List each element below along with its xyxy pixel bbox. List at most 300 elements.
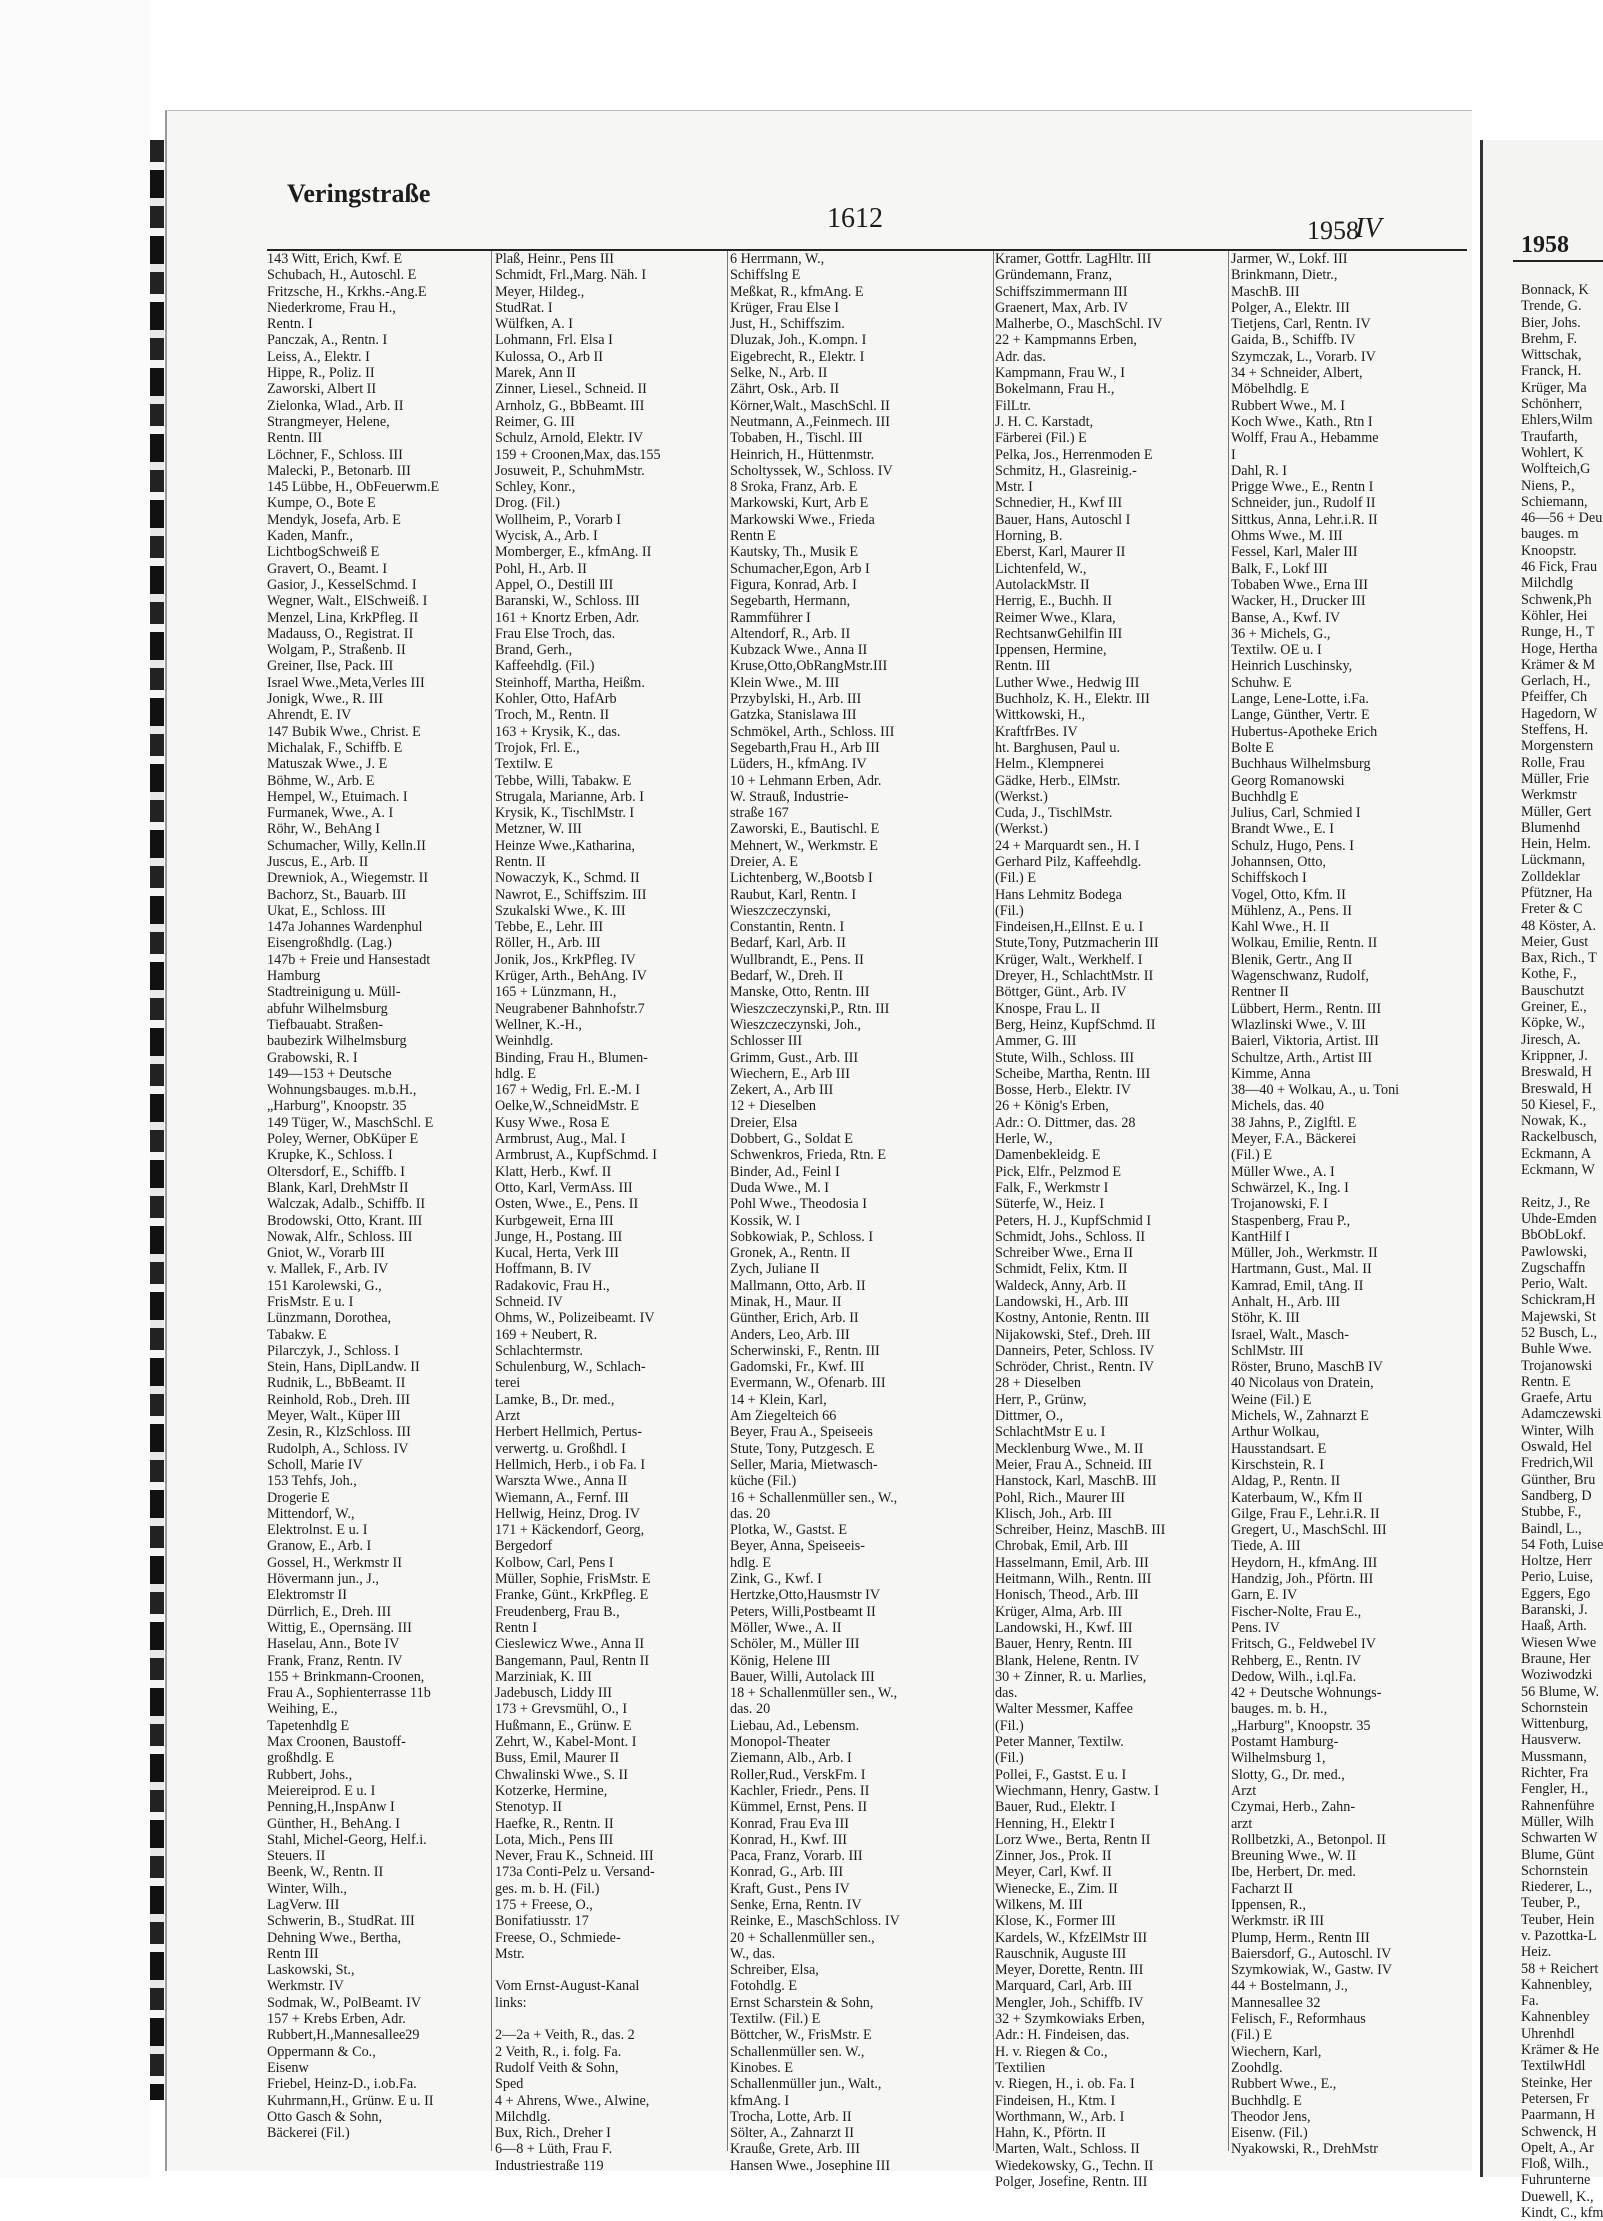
directory-entry: Stein, Hans, DiplLandw. II (267, 1359, 420, 1376)
directory-entry: Peter Manner, Textilw. (995, 1734, 1124, 1751)
directory-entry: Bangemann, Paul, Rentn II (495, 1652, 650, 1669)
directory-entry: Eisenw (267, 2059, 309, 2076)
facing-page-entry: Hoge, Hertha (1521, 640, 1598, 657)
facing-page-entry: Teuber, Hein (1521, 1911, 1595, 1928)
directory-entry: Dahl, R. I (1231, 462, 1287, 479)
directory-entry: Duda Wwe., M. I (730, 1179, 830, 1196)
facing-page-entry: Krüger, Ma (1521, 379, 1587, 396)
directory-entry: Krysik, K., TischlMstr. I (495, 805, 635, 822)
directory-entry: Wolgam, P., Straßenb. II (267, 642, 406, 659)
scan-margin (0, 0, 150, 2177)
directory-entry: Reimer Wwe., Klara, (995, 609, 1116, 626)
directory-entry: Rudolph, A., Schloss. IV (267, 1440, 409, 1457)
directory-entry: Meyer, Carl, Kwf. II (995, 1864, 1112, 1881)
directory-entry: Reimer, G. III (495, 413, 575, 430)
directory-entry: Hamburg (267, 968, 321, 985)
directory-entry: Frau A., Sophienterrasse 11b (267, 1685, 431, 1702)
facing-page-year: 1958 (1521, 232, 1569, 258)
directory-entry: Kulossa, O., Arb II (495, 348, 603, 365)
directory-entry: Lohmann, Frl. Elsa I (495, 332, 613, 349)
directory-entry: Gädke, Herb., ElMstr. (995, 772, 1121, 789)
directory-entry: FrisMstr. E u. I (267, 1294, 354, 1310)
directory-entry: Chrobak, Emil, Arb. III (995, 1538, 1129, 1555)
directory-entry: Schmökel, Arth., Schloss. III (730, 723, 895, 740)
directory-entry: Oelke,W.,SchneidMstr. E (495, 1098, 640, 1115)
directory-entry: Gilge, Frau F., Lehr.i.R. II (1231, 1505, 1380, 1522)
directory-entry: Gasior, J., KesselSchmd. I (267, 576, 417, 593)
directory-entry: Hartmann, Gust., Mal. II (1231, 1261, 1372, 1278)
directory-entry: 2—2a + Veith, R., das. 2 (495, 2027, 635, 2044)
directory-entry: Franke, Günt., KrkPfleg. E (495, 1587, 649, 1604)
directory-entry: Röster, Bruno, MaschB IV (1231, 1359, 1383, 1376)
directory-entry: Falk, F., Werkmstr I (995, 1179, 1109, 1196)
directory-entry: Wieszczeczynski,P., Rtn. III (730, 1000, 890, 1017)
facing-page-entry: Reitz, J., Re (1521, 1194, 1590, 1211)
directory-entry: Buchholz, K. H., Elektr. III (995, 691, 1150, 708)
facing-page-entry: Duewell, K., (1521, 2188, 1594, 2205)
directory-entry: Trocha, Lotte, Arb. II (730, 2108, 852, 2125)
directory-entry: Josuweit, P., SchuhmMstr. (495, 462, 645, 479)
directory-entry: Selke, N., Arb. II (730, 365, 828, 382)
book-spine (150, 140, 164, 2100)
facing-page-entry: Breswald, H (1521, 1064, 1592, 1081)
directory-entry: Heinze Wwe.,Katharina, (495, 837, 635, 854)
directory-entry: Sobkowiak, P., Schloss. I (730, 1228, 874, 1245)
directory-entry: 26 + König's Erben, (995, 1098, 1109, 1115)
facing-page-entry: Eckmann, W (1521, 1162, 1595, 1179)
directory-entry: Schwenkros, Frieda, Rtn. E (730, 1147, 887, 1164)
directory-entry: Ippensen, R., (1231, 1896, 1306, 1913)
directory-entry: Gadomski, Fr., Kwf. III (730, 1359, 865, 1376)
directory-entry: Lange, Günther, Vertr. E (1231, 707, 1370, 724)
directory-entry: 10 + Lehmann Erben, Adr. (730, 772, 882, 789)
directory-entry: Buss, Emil, Maurer II (495, 1750, 620, 1767)
directory-entry: Anders, Leo, Arb. III (730, 1326, 850, 1343)
directory-entry: Worthmann, W., Arb. I (995, 2108, 1125, 2125)
facing-page-entry: Braune, Her (1521, 1650, 1591, 1667)
facing-page-rule (1513, 260, 1603, 262)
directory-entry: Heydorn, H., kfmAng. III (1231, 1554, 1378, 1571)
directory-entry: Böttcher, W., FrisMstr. E (730, 2027, 872, 2044)
directory-entry: Rentn. I (267, 316, 313, 333)
directory-entry: Schreiber, Heinz, MaschB. III (995, 1522, 1166, 1539)
directory-entry: 161 + Knortz Erben, Adr. (495, 609, 640, 626)
facing-page-entry: Wiesen Wwe (1521, 1634, 1597, 1651)
directory-entry: Meßkat, R., kfmAng. E (730, 283, 864, 300)
directory-entry: Jadebusch, Liddy III (495, 1685, 613, 1702)
directory-entry: Kahl Wwe., H. II (1231, 919, 1330, 936)
directory-entry: 38—40 + Wolkau, A., u. Toni (1231, 1082, 1400, 1099)
directory-entry: Wilhelmsburg 1, (1231, 1750, 1326, 1767)
directory-entry: Tietjens, Carl, Rentn. IV (1231, 316, 1371, 333)
directory-entry: großhdlg. E (267, 1750, 334, 1767)
directory-page (165, 110, 1472, 2191)
directory-entry: Frau Else Troch, das. (495, 625, 616, 642)
facing-page-entry: Köpke, W., (1521, 1015, 1585, 1032)
directory-entry: Kuhrmann,H., Grünw. E u. II (267, 2092, 434, 2109)
directory-entry: Färberei (Fil.) E (995, 430, 1087, 447)
facing-page-entry: Teuber, P., (1521, 1895, 1581, 1912)
directory-entry: Wegner, Walt., ElSchweiß. I (267, 593, 428, 610)
facing-page-entry: Hagedorn, W (1521, 705, 1598, 722)
directory-entry: Sittkus, Anna, Lehr.i.R. II (1231, 511, 1378, 528)
directory-entry: Marziniak, K. III (495, 1668, 592, 1685)
facing-page-entry: Kahnenbley, (1521, 1976, 1593, 1993)
facing-page-entry: Schornstein (1521, 1862, 1588, 1879)
directory-entry: Michalak, F., Schiffb. E (267, 739, 403, 756)
directory-entry: Müller, Joh., Werkmstr. II (1231, 1245, 1378, 1262)
facing-page-entry: Rahnenführe (1521, 1797, 1595, 1814)
facing-page-entry: Pawlowski, (1521, 1243, 1587, 1260)
directory-entry: Hellwig, Heinz, Drog. IV (495, 1505, 640, 1522)
directory-entry: Pilarczyk, J., Schloss. I (267, 1342, 400, 1359)
directory-entry: Kostny, Antonie, Rentn. III (995, 1310, 1150, 1327)
facing-page-entry: Graefe, Artu (1521, 1390, 1592, 1407)
facing-page-entry: Brehm, F. (1521, 330, 1578, 347)
facing-page-entry: Nowak, K., (1521, 1113, 1587, 1130)
directory-entry: Schröder, Christ., Rentn. IV (995, 1359, 1155, 1376)
directory-entry: 171 + Käckendorf, Georg, (495, 1522, 645, 1539)
directory-entry: Schiffskoch I (1231, 870, 1307, 887)
directory-entry: Monopol-Theater (730, 1734, 831, 1751)
directory-entry: Schumacher, Willy, Kelln.II (267, 837, 426, 854)
directory-entry: Bonifatiusstr. 17 (495, 1913, 589, 1930)
directory-entry: FilLtr. (995, 397, 1031, 414)
directory-entry: Vogel, Otto, Kfm. II (1231, 886, 1346, 903)
directory-entry: Schneid. IV (495, 1294, 563, 1310)
directory-entry: Schulz, Hugo, Pens. I (1231, 837, 1354, 854)
facing-page-entry: Sandberg, D (1521, 1487, 1592, 1504)
directory-entry: Steinhoff, Martha, Heißm. (495, 674, 645, 691)
directory-entry: Grabowski, R. I (267, 1049, 358, 1066)
directory-entry: Osten, Wwe., E., Pens. II (495, 1196, 639, 1213)
directory-entry: Neugrabener Bahnhofstr.7 (495, 1000, 645, 1017)
directory-entry: AutolackMstr. II (995, 576, 1090, 593)
directory-column-5 (1231, 251, 1467, 2158)
directory-entry: H. v. Riegen & Co., (995, 2043, 1108, 2060)
directory-entry: Zoohdlg. (1231, 2059, 1283, 2076)
directory-entry: (Fil.) (995, 1717, 1024, 1734)
directory-entry: 165 + Lünzmann, H., (495, 984, 617, 1001)
directory-entry: Rentn I (495, 1619, 538, 1636)
directory-entry: Kampmann, Frau W., I (995, 365, 1126, 382)
facing-page-entry: Buhle Wwe. (1521, 1341, 1592, 1358)
facing-page-entry: Floß, Wilh., (1521, 2156, 1589, 2173)
facing-page-entry: Woziwodzki (1521, 1667, 1593, 1684)
directory-entry: 12 + Dieselben (730, 1098, 817, 1115)
directory-entry: Binding, Frau H., Blumen- (495, 1049, 648, 1066)
directory-entry: Tobaben, H., Tischl. III (730, 430, 863, 447)
directory-entry: baubezirk Wilhelmsburg (267, 1033, 407, 1050)
facing-page-entry: Pfützner, Ha (1521, 884, 1593, 901)
directory-entry: Rammführer I (730, 609, 811, 626)
directory-entry: Helm., Klempnerei (995, 756, 1105, 773)
directory-entry: (Fil.) (995, 1750, 1024, 1767)
facing-page-entry: Holtze, Herr (1521, 1553, 1592, 1570)
directory-entry: Dreier, Elsa (730, 1114, 798, 1131)
facing-page-entry: Uhrenhdl (1521, 2025, 1575, 2042)
facing-page-entry: Milchdlg (1521, 575, 1574, 592)
directory-entry: Pens. IV (1231, 1619, 1280, 1636)
facing-page-entry: Rentn. E (1521, 1373, 1571, 1390)
facing-page-entry: Steinke, Her (1521, 2074, 1592, 2091)
directory-entry: 153 Tehfs, Joh., (267, 1473, 357, 1490)
directory-entry: Scheibe, Martha, Rentn. III (995, 1065, 1151, 1082)
directory-entry: Zaworski, E., Bautischl. E (730, 821, 880, 838)
directory-entry: Kruse,Otto,ObRangMstr.III (730, 658, 888, 675)
directory-entry: Rentn E (730, 528, 777, 545)
directory-entry: „Harburg", Knoopstr. 35 (1231, 1717, 1371, 1734)
facing-page-entry: Mussmann, (1521, 1748, 1587, 1765)
facing-page-entry: TextilwHdl (1521, 2058, 1586, 2075)
directory-entry: Blenik, Gertr., Ang II (1231, 951, 1353, 968)
directory-entry: Nowaczyk, K., Schmd. II (495, 870, 640, 887)
directory-entry: Schreiber Wwe., Erna II (995, 1245, 1134, 1262)
directory-entry: Milchdlg. (495, 2108, 551, 2125)
directory-entry: 36 + Michels, G., (1231, 625, 1331, 642)
directory-entry: Zink, G., Kwf. I (730, 1571, 822, 1588)
directory-entry: Marten, Walt., Schloss. II (995, 2141, 1140, 2158)
directory-entry: Heinrich Luschinsky, (1231, 658, 1353, 675)
directory-entry: Staspenberg, Frau P., (1231, 1212, 1351, 1229)
directory-entry: straße 167 (730, 805, 789, 822)
directory-entry: Mittendorf, W., (267, 1505, 355, 1522)
directory-entry: Henning, H., Elektr I (995, 1815, 1115, 1832)
directory-entry: Ibe, Herbert, Dr. med. (1231, 1864, 1356, 1881)
directory-entry: 149—153 + Deutsche (267, 1065, 392, 1082)
directory-entry: Lichtenfeld, W., (995, 560, 1087, 577)
directory-entry: Kaden, Manfr., (267, 528, 353, 545)
directory-entry: Schmidt, Felix, Ktm. II (995, 1261, 1128, 1278)
directory-entry: bauges. m. b. H., (1231, 1701, 1328, 1718)
directory-entry: Bolte E (1231, 739, 1274, 756)
facing-page-entry: Haaß, Arth. (1521, 1618, 1587, 1635)
directory-entry: Zekert, A., Arb III (730, 1082, 834, 1099)
directory-entry: Krüger, Walt., Werkhelf. I (995, 951, 1143, 968)
directory-entry: Drewniok, A., Wiegemstr. II (267, 870, 429, 887)
facing-page-entry: Eggers, Ego (1521, 1585, 1591, 1602)
facing-page-entry: BbObLokf. (1521, 1227, 1587, 1244)
directory-entry: Waldeck, Anny, Arb. II (995, 1277, 1127, 1294)
directory-entry: Stadtreinigung u. Müll- (267, 984, 401, 1001)
directory-entry: Konrad, G., Arb. III (730, 1864, 844, 1881)
directory-entry: Textilw. E (495, 756, 553, 773)
directory-entry: Katerbaum, W., Kfm II (1231, 1489, 1363, 1506)
directory-entry: Schley, Konr., (495, 479, 576, 496)
directory-entry: 2 Veith, R., i. folg. Fa. (495, 2043, 622, 2060)
directory-entry: Klisch, Joh., Arb. III (995, 1505, 1113, 1522)
directory-entry: Schallenmüller sen. W., (730, 2043, 865, 2060)
directory-entry: Bergedorf (495, 1538, 553, 1555)
directory-entry: Plump, Herm., Rentn III (1231, 1929, 1370, 1946)
facing-page-entry: Richter, Fra (1521, 1765, 1589, 1782)
directory-entry: Evermann, W., Ofenarb. III (730, 1375, 886, 1392)
facing-page-entry: Rolle, Frau (1521, 754, 1585, 771)
directory-entry: Eigebrecht, R., Elektr. I (730, 348, 865, 365)
directory-entry: Aldag, P., Rentn. II (1231, 1473, 1341, 1490)
directory-entry: Bachorz, St., Bauarb. III (267, 886, 407, 903)
directory-entry: Wülfken, A. I (495, 316, 574, 333)
directory-entry: Zielonka, Wlad., Arb. II (267, 397, 404, 414)
directory-entry: Laskowski, St., (267, 1962, 355, 1979)
directory-entry: Dürrlich, E., Dreh. III (267, 1603, 392, 1620)
directory-entry: Wycisk, A., Arb. I (495, 528, 598, 545)
directory-entry: Plaß, Heinr., Pens III (495, 251, 614, 267)
directory-entry: Krüger, Arth., BehAng. IV (495, 968, 647, 985)
directory-entry: Nijakowski, Stef., Dreh. III (995, 1326, 1151, 1343)
directory-entry: LagVerw. III (267, 1896, 340, 1913)
directory-entry: 32 + Szymkowiaks Erben, (995, 2011, 1145, 2028)
directory-entry: Mühlenz, A., Pens. II (1231, 902, 1352, 919)
directory-entry: Strugala, Marianne, Arb. I (495, 788, 644, 805)
directory-entry: Reinke, E., MaschSchloss. IV (730, 1913, 900, 1930)
directory-entry: Paca, Franz, Vorarb. III (730, 1848, 863, 1865)
facing-page-entry: 52 Busch, L., (1521, 1325, 1598, 1341)
facing-page-entry: Bax, Rich., T (1521, 950, 1597, 967)
directory-entry: Peters, Willi,Postbeamt II (730, 1603, 876, 1620)
directory-entry: Tabakw. E (267, 1326, 327, 1343)
directory-entry: Ahrendt, E. IV (267, 707, 352, 724)
directory-entry: Freese, O., Schmiede- (495, 1929, 621, 1946)
directory-entry: Figura, Konrad, Arb. I (730, 576, 857, 593)
directory-entry: Lichtenberg, W.,Bootsb I (730, 870, 873, 887)
directory-entry: Wolkau, Emilie, Rentn. II (1231, 935, 1378, 952)
directory-entry: Schlachtermstr. (495, 1342, 583, 1359)
directory-entry: Krüger, Alma, Arb. III (995, 1603, 1123, 1620)
directory-entry: Pohl, Rich., Maurer III (995, 1489, 1126, 1506)
directory-entry: Lota, Mich., Pens III (495, 1831, 614, 1848)
directory-entry: Danneirs, Peter, Schloss. IV (995, 1342, 1155, 1359)
directory-entry: 145 Lübbe, H., ObFeuerwm.E (267, 479, 440, 496)
directory-entry: Textilien (995, 2059, 1046, 2076)
facing-page-entry: Schornstein (1521, 1699, 1588, 1716)
directory-entry: Senke, Erna, Rentn. IV (730, 1896, 862, 1913)
directory-entry: Friebel, Heinz-D., i.ob.Fa. (267, 2076, 417, 2093)
directory-entry: Zaworski, Albert II (267, 381, 377, 398)
directory-entry: Otto, Karl, VermAss. III (495, 1179, 633, 1196)
directory-entry: Momberger, E., kfmAng. II (495, 544, 652, 561)
directory-entry: Polger, Josefine, Rentn. III (995, 2174, 1148, 2191)
directory-entry: Schultze, Arth., Artist III (1231, 1049, 1373, 1066)
facing-page-entry: Krämer & M (1521, 656, 1596, 673)
directory-entry: Stahl, Michel-Georg, Helf.i. (267, 1831, 427, 1848)
directory-entry: 151 Karolewski, G., (267, 1277, 382, 1294)
directory-entry: Fischer-Nolte, Frau E., (1231, 1603, 1362, 1620)
directory-entry: Trojanowski, F. I (1231, 1196, 1328, 1213)
directory-entry: 20 + Schallenmüller sen., (730, 1929, 875, 1946)
facing-page-entry: Breswald, H (1521, 1080, 1592, 1097)
directory-entry: Kubzack Wwe., Anna II (730, 642, 868, 659)
facing-page-entry: Zolldeklar (1521, 868, 1581, 885)
column-divider (491, 251, 492, 2151)
directory-entry: Malherbe, O., MaschSchl. IV (995, 316, 1163, 333)
directory-entry: Günther, H., BehAng. I (267, 1815, 401, 1832)
facing-page-entry: Jiresch, A. (1521, 1031, 1581, 1048)
directory-entry: 147b + Freie und Hansestadt (267, 951, 431, 968)
directory-entry: Krauße, Grete, Arb. III (730, 2141, 860, 2158)
facing-page-entry: Paarmann, H (1521, 2107, 1596, 2124)
directory-entry: Eisengroßhdlg. (Lag.) (267, 935, 392, 952)
facing-page-entry: Schickram,H (1521, 1292, 1596, 1309)
directory-entry: 143 Witt, Erich, Kwf. E (267, 251, 403, 267)
page-header (167, 111, 1472, 245)
directory-entry: Pollei, F., Gastst. E u. I (995, 1766, 1127, 1783)
directory-entry: kfmAng. I (730, 2092, 790, 2109)
directory-entry: Arzt (1231, 1782, 1257, 1799)
directory-entry: Findeisen,H.,ElInst. E u. I (995, 919, 1144, 936)
directory-entry: 159 + Croonen,Max, das.155 (495, 446, 661, 463)
directory-entry: 16 + Schallenmüller sen., W., (730, 1489, 898, 1506)
directory-entry: Kotzerke, Hermine, (495, 1782, 608, 1799)
directory-entry: Menzel, Lina, KrkPfleg. II (267, 609, 419, 626)
directory-entry: Troch, M., Rentn. II (495, 707, 610, 724)
directory-entry: Dreyer, H., SchlachtMstr. II (995, 968, 1154, 985)
directory-entry: Schumacher,Egon, Arb I (730, 560, 870, 577)
directory-entry: Bauer, Rud., Elektr. I (995, 1799, 1116, 1816)
facing-page-entry: 48 Köster, A. (1521, 917, 1597, 934)
facing-page-entry: Opelt, A., Ar (1521, 2139, 1594, 2156)
directory-entry: Klatt, Herb., Kwf. II (495, 1163, 612, 1180)
directory-entry: Möller, Wwe., A. II (730, 1619, 842, 1636)
directory-entry: hdlg. E (730, 1554, 771, 1571)
directory-entry: küche (Fil.) (730, 1473, 797, 1490)
directory-entry: Mallmann, Otto, Arb. II (730, 1277, 866, 1294)
directory-entry: Hausstandsart. E (1231, 1440, 1327, 1457)
directory-entry: Tebbe, E., Lehr. III (495, 919, 604, 936)
directory-entry: Israel, Walt., Masch- (1231, 1326, 1349, 1343)
facing-page-entry: Hausverw. (1521, 1732, 1582, 1749)
facing-page-entry: Wohlert, K (1521, 444, 1584, 461)
directory-entry: Kramer, Gottfr. LagHltr. III (995, 251, 1152, 267)
facing-page-entry: Bauschutzt (1521, 982, 1585, 999)
directory-entry: Michels, W., Zahnarzt E (1231, 1408, 1369, 1425)
directory-entry: Lange, Lene-Lotte, i.Fa. (1231, 691, 1369, 708)
facing-page-entry: Stubbe, F., (1521, 1504, 1582, 1521)
directory-entry: Kaffeehdlg. (Fil.) (495, 658, 595, 675)
facing-page-entry: Kothe, F., (1521, 966, 1577, 983)
directory-entry: Szymkowiak, W., Gastw. IV (1231, 1962, 1393, 1979)
facing-page-entry: Fredrich,Wil (1521, 1455, 1594, 1472)
directory-entry: 167 + Wedig, Frl. E.-M. I (495, 1082, 640, 1099)
directory-entry: Elektrolnst. E u. I (267, 1522, 368, 1539)
directory-entry: Lünzmann, Dorothea, (267, 1310, 392, 1327)
directory-entry: Trojok, Frl. E., (495, 739, 580, 756)
directory-entry: Kamrad, Emil, tAng. II (1231, 1277, 1364, 1294)
directory-entry: Landowski, H., Kwf. III (995, 1619, 1133, 1636)
directory-entry: Gründemann, Franz, (995, 267, 1113, 284)
directory-entry: Hövermann jun., J., (267, 1571, 379, 1588)
directory-entry: Elektromstr II (267, 1587, 347, 1604)
facing-page-entry: Pfeiffer, Ch (1521, 689, 1588, 706)
directory-entry: Juscus, E., Arb. II (267, 853, 369, 870)
directory-entry: Mannesallee 32 (1231, 1994, 1321, 2011)
facing-page-entry: Knoopstr. (1521, 542, 1577, 559)
directory-entry: Michels, das. 40 (1231, 1098, 1324, 1115)
directory-entry: Facharzt II (1231, 1880, 1293, 1897)
directory-entry: Blank, Karl, DrehMstr II (267, 1179, 409, 1196)
directory-entry: Eisenw. (Fil.) (1231, 2125, 1308, 2142)
directory-entry: Körner,Walt., MaschSchl. II (730, 397, 890, 414)
directory-entry: Max Croonen, Baustoff- (267, 1734, 406, 1751)
directory-entry: Nowak, Alfr., Schloss. III (267, 1228, 413, 1245)
facing-page-entry: Trende, G. (1521, 298, 1582, 315)
directory-entry: Drog. (Fil.) (495, 495, 561, 512)
directory-entry: Landowski, H., Arb. III (995, 1294, 1129, 1310)
directory-entry: Schmidt, Frl.,Marg. Näh. I (495, 267, 647, 284)
directory-entry: Konrad, Frau Eva III (730, 1815, 849, 1832)
directory-entry: Garn, E. IV (1231, 1587, 1298, 1604)
directory-entry: 175 + Freese, O., (495, 1896, 593, 1913)
